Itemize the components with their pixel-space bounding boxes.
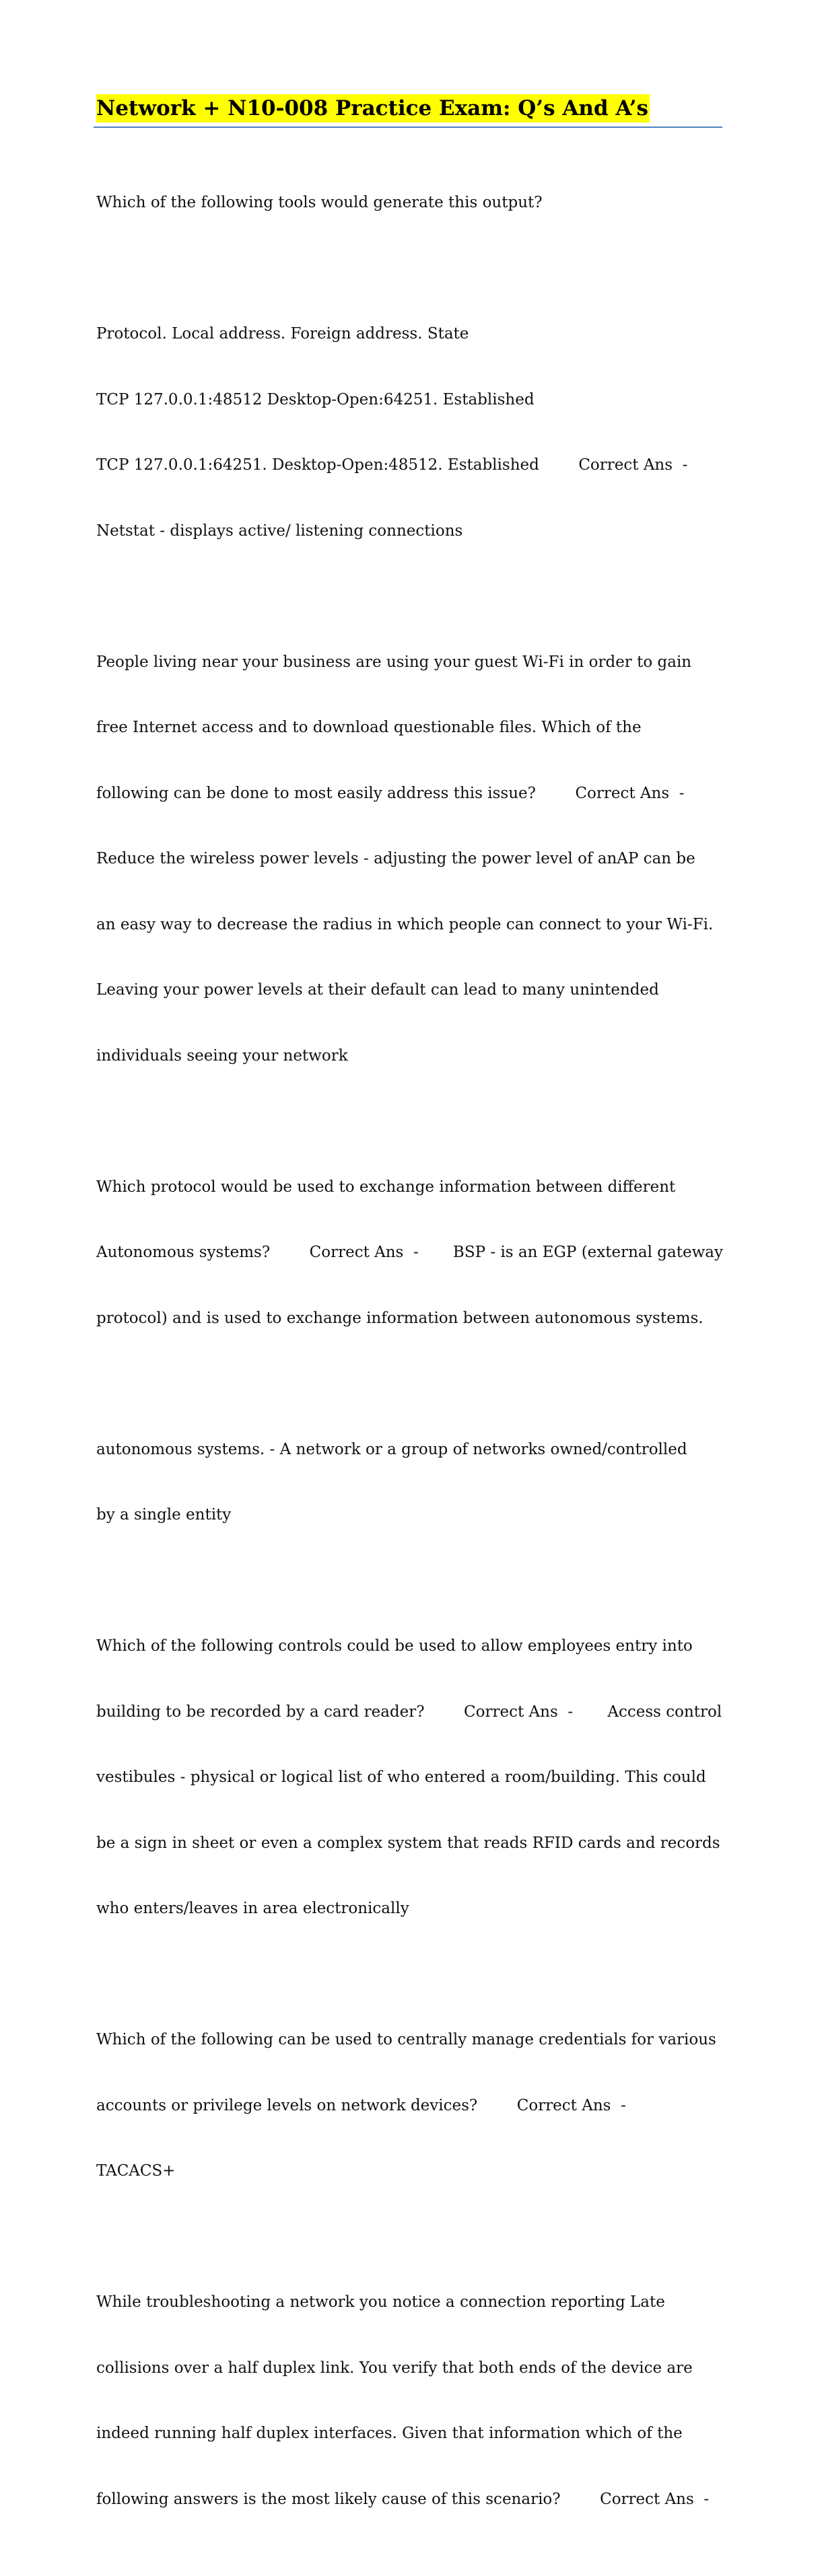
title-heading-container [94, 94, 722, 128]
text-line: Protocol. Local address. Foreign address. State [96, 325, 469, 343]
text-line: Leaving your power levels at their default can lead to many unintended [96, 981, 659, 999]
paragraph-credentials [96, 1985, 726, 2226]
text-line: People living near your business are using your guest Wi-Fi in order to gain [96, 653, 692, 671]
text-line: TCP 127.0.0.1:48512 Desktop-Open:64251. Established [96, 390, 535, 408]
text-line: Which of the following can be used to centrally manage credentials for various [96, 2031, 716, 2048]
text-line: who enters/leaves in area electronically [96, 1900, 409, 1917]
text-line: Reduce the wireless power levels - adjusting the power level of anAP can be [96, 850, 695, 867]
document-body [96, 148, 726, 2554]
paragraph-late-collisions [96, 2248, 726, 2554]
text-line: building to be recorded by a card reader? Correct Ans - Access control [96, 1703, 722, 1721]
paragraph-guest-wifi [96, 608, 726, 1111]
text-line: by a single entity [96, 1506, 232, 1524]
text-line: indeed running half duplex interfaces. Given that information which of the [96, 2425, 683, 2442]
paragraph-autonomous-protocol [96, 1133, 726, 1373]
paragraph-q1-intro [96, 148, 726, 258]
text-line: TCP 127.0.0.1:64251. Desktop-Open:48512. Established Correct Ans - [96, 456, 688, 474]
text-line: individuals seeing your network [96, 1046, 348, 1065]
paragraph-netstat-output [96, 279, 726, 585]
text-line: an easy way to decrease the radius in which people can connect to your Wi-Fi. [96, 915, 714, 933]
text-line: autonomous systems. - A network or a group of networks owned/controlled [96, 1440, 687, 1458]
text-line: Autonomous systems? Correct Ans - BSP - is an EGP (external gateway [96, 1244, 723, 1261]
text-line: following can be done to most easily address this issue? Correct Ans - [96, 784, 685, 802]
text-line: Which of the following tools would generate this output? [96, 194, 543, 211]
text-line: vestibules - physical or logical list of who entered a room/building. This could [96, 1768, 706, 1786]
text-line: Which protocol would be used to exchange information between different [96, 1178, 676, 1196]
text-line: TACACS+ [96, 2162, 176, 2180]
text-line: Netstat - displays active/ listening connections [96, 522, 463, 540]
text-line: Which of the following controls could be used to allow employees entry into [96, 1637, 693, 1655]
text-line: protocol) and is used to exchange information between autonomous systems. [96, 1309, 703, 1327]
text-line: collisions over a half duplex link. You verify that both ends of the device are [96, 2359, 693, 2377]
text-line: be a sign in sheet or even a complex system that reads RFID cards and records [96, 1834, 720, 1852]
text-line: accounts or privilege levels on network devices? Correct Ans - [96, 2096, 626, 2114]
text-line: While troubleshooting a network you notice a connection reporting Late [96, 2293, 665, 2311]
document-page [96, 94, 726, 2576]
text-line: following answers is the most likely cause of this scenario? Correct Ans - [96, 2490, 710, 2508]
paragraph-autonomous-definition [96, 1395, 726, 1570]
document-title: Network + N10-008 Practice Exam: Q’s And A’s [96, 94, 650, 122]
text-line: free Internet access and to download questionable files. Which of the [96, 719, 642, 736]
paragraph-card-reader [96, 1591, 726, 1964]
